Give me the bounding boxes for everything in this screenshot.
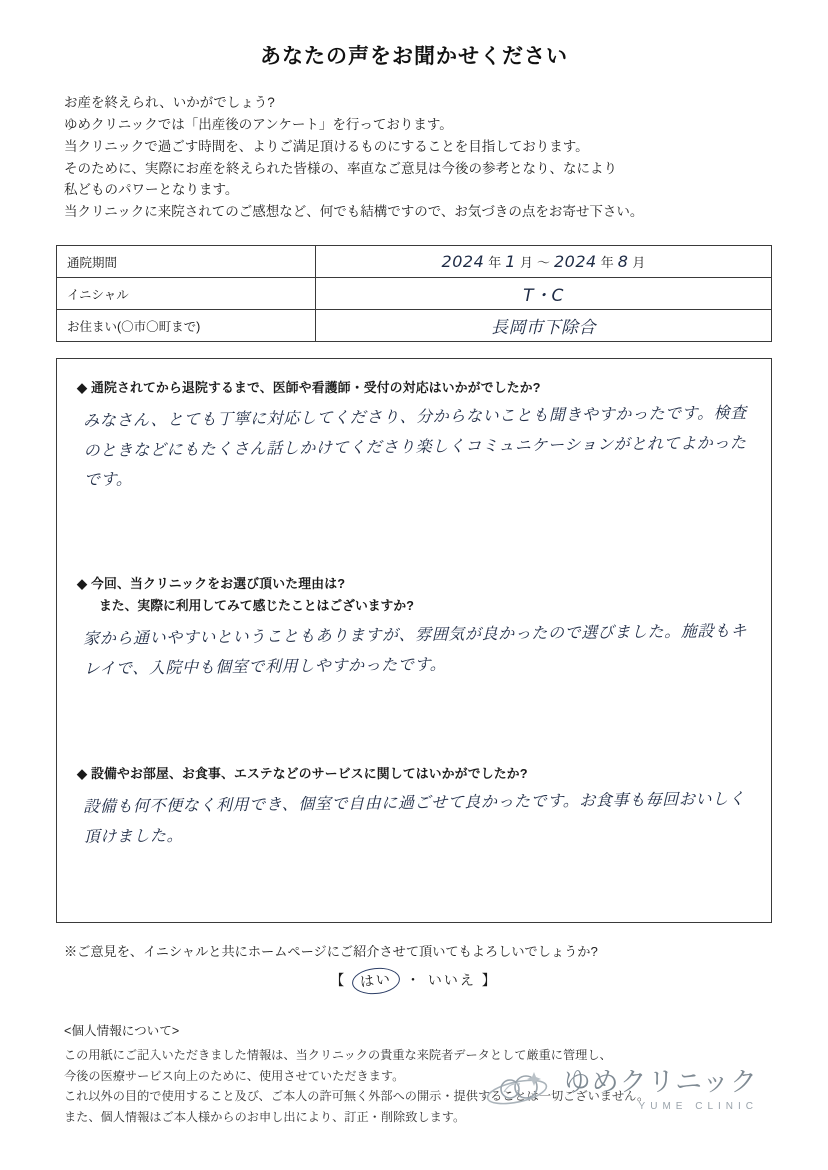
field-label-initials: イニシャル	[57, 278, 316, 310]
period-year-unit-2: 年	[600, 255, 614, 271]
field-value-initials[interactable]	[316, 278, 772, 310]
question-2-heading	[77, 573, 751, 592]
table-row	[57, 278, 772, 310]
page-title: あなたの声をお聞かせください	[260, 45, 568, 68]
question-2-text: 今回、当クリニックをお選び頂いた理由は?	[91, 575, 346, 591]
intro-line: 当クリニックに来院されてのご感想など、何でも結構ですので、お気づきの点をお寄せ下さい。	[64, 204, 644, 220]
period-month-to: 8	[617, 252, 629, 272]
consent-option-no[interactable]: いいえ	[427, 972, 476, 989]
question-1-text: 通院されてから退院するまで、医師や看護師・受付の対応はいかがでしたか?	[91, 380, 541, 396]
logo-subtext: YUME CLINIC	[638, 1101, 758, 1112]
diamond-icon: ◆	[77, 380, 88, 396]
question-block-1	[77, 377, 751, 495]
table-row	[57, 246, 772, 278]
consent-open-bracket: 【	[330, 972, 347, 989]
privacy-line: これ以外の目的で使用すること及び、ご本人の許可無く外部への開示・提供することは一切ございません。	[64, 1089, 650, 1104]
field-value-address[interactable]	[316, 310, 772, 342]
consent-note: ※ご意見を、イニシャルと共にホームページにご紹介させて頂いてもよろしいでしょうか?	[64, 944, 598, 960]
intro-line: ゆめクリニックでは「出産後のアンケート」を行っております。	[64, 116, 453, 132]
diamond-icon: ◆	[77, 766, 88, 782]
question-3-text: 設備やお部屋、お食事、エステなどのサービスに関してはいかがでしたか?	[91, 766, 528, 782]
privacy-line: この用紙にご記入いただきました情報は、当クリニックの貴重な来院者データとして厳重に管理し、	[64, 1048, 612, 1063]
privacy-line: また、個人情報はご本人様からのお申し出により、訂正・削除致します。	[64, 1109, 466, 1124]
yume-swirl-icon	[484, 1062, 554, 1110]
clinic-logo	[484, 1060, 758, 1112]
intro-line: そのために、実際にお産を終えられた皆様の、率直なご意見は今後の参考となり、なにより	[64, 160, 617, 176]
answer-1-handwriting: みなさん、とても丁寧に対応してくださり、分からないことも聞きやすかったです。検査のときなどにもたくさん話しかけてくださり楽しくコミュニケーションがとれてよかったです。	[83, 403, 747, 490]
address-handwriting: 長岡市下除合	[491, 318, 596, 339]
intro-paragraph	[56, 92, 772, 223]
question-block-3	[77, 763, 751, 851]
consent-choice[interactable]	[56, 968, 772, 994]
answers-box	[56, 358, 772, 923]
intro-line: 私どものパワーとなります。	[64, 182, 239, 198]
answer-3-handwriting: 設備も何不便なく利用でき、個室で自由に過ごせて良かったです。お食事も毎回おいしく頂けました。	[83, 789, 746, 846]
question-2-subtext: また、実際に利用してみて感じたことはございますか?	[99, 597, 414, 613]
period-year-from: 2024	[441, 252, 485, 272]
period-tilde: 〜	[536, 255, 550, 271]
respondent-info-table	[56, 245, 772, 342]
field-label-period: 通院期間	[57, 246, 316, 278]
table-row	[57, 310, 772, 342]
question-3-heading	[77, 763, 751, 782]
logo-text: ゆめクリニック	[563, 1067, 758, 1098]
intro-line: 当クリニックで過ごす時間を、よりご満足頂けるものにすることを目指しております。	[64, 138, 589, 154]
period-year-to: 2024	[554, 252, 597, 272]
consent-close-bracket: 】	[481, 972, 498, 989]
answer-2-handwriting: 家から通いやすいということもありますが、雰囲気が良かったので選びました。施設もキレイで、入院中も個室で利用しやすかったです。	[83, 620, 748, 678]
question-block-2	[77, 573, 751, 683]
field-label-address: お住まい(〇市〇町まで)	[57, 310, 316, 342]
consent-separator: ・	[406, 972, 422, 989]
initials-handwriting: T・C	[523, 286, 564, 307]
intro-line: お産を終えられ、いかがでしょう?	[64, 95, 275, 110]
period-month-from: 1	[505, 252, 516, 272]
period-handwriting	[326, 252, 761, 271]
consent-option-yes[interactable]: はい	[351, 966, 401, 997]
period-month-unit-1: 月	[519, 255, 533, 271]
field-value-period[interactable]	[316, 246, 772, 278]
period-year-unit-1: 年	[488, 255, 502, 271]
diamond-icon: ◆	[77, 575, 88, 591]
question-1-heading	[77, 377, 751, 396]
privacy-heading: <個人情報について>	[64, 1024, 180, 1039]
privacy-line: 今後の医療サービス向上のために、使用させていただきます。	[64, 1068, 405, 1083]
period-month-unit-2: 月	[632, 255, 646, 271]
